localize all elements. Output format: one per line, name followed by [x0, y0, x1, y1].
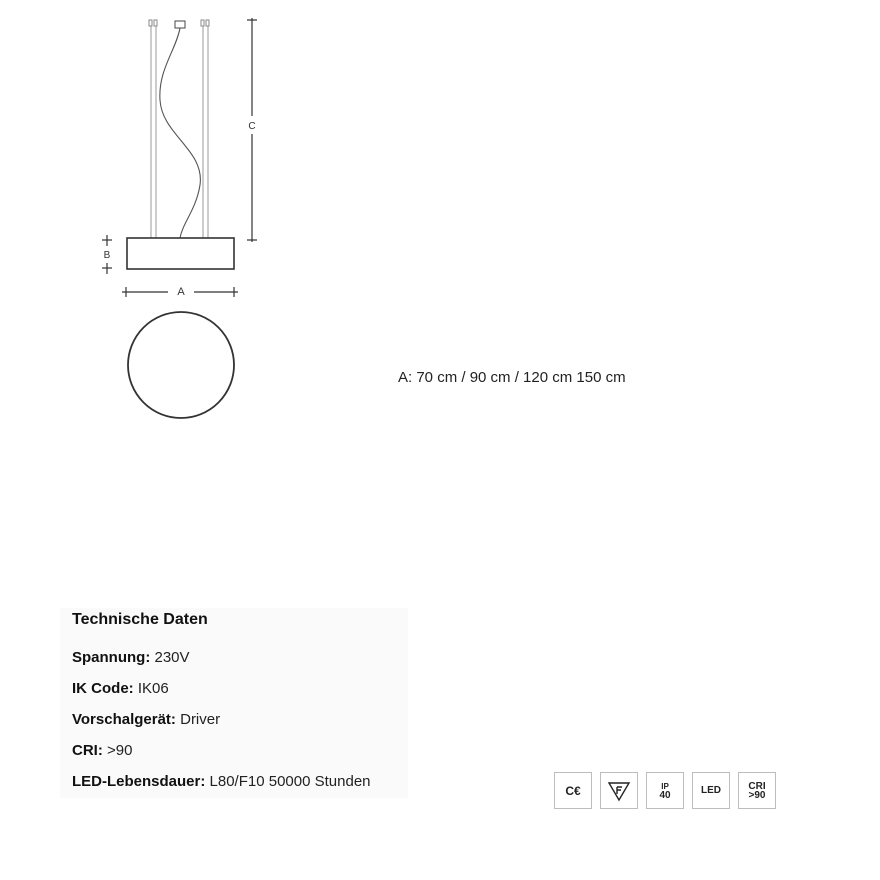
cri-value-text: >90 [748, 789, 766, 801]
ip-rating-text: 40 [659, 789, 671, 801]
technical-data-title: Technische Daten [72, 611, 208, 628]
spec-label: LED-Lebensdauer: [72, 773, 206, 790]
led-icon [692, 772, 730, 809]
ip-text: IP [661, 781, 669, 791]
ce-mark-text: C€ [565, 783, 581, 798]
lamp-top-view [128, 312, 234, 418]
spec-row-ik-code [72, 680, 169, 697]
spec-value: >90 [107, 742, 133, 759]
spec-value: Driver [180, 711, 221, 728]
spec-row-ballast [72, 711, 220, 728]
suspension-cables [151, 26, 208, 238]
dimension-a-label: A [177, 286, 185, 298]
spec-value: IK06 [137, 680, 169, 697]
spec-row-led-lifetime [72, 773, 371, 790]
dimensions-text: A: 70 cm / 90 cm / 120 cm 150 cm [398, 369, 626, 386]
led-text: LED [701, 784, 721, 796]
ce-mark-icon [554, 772, 592, 809]
technical-data-panel [60, 608, 408, 798]
ip40-icon [646, 772, 684, 809]
spec-value: 230V [154, 649, 190, 666]
cri90-icon [738, 772, 776, 809]
f-mark-icon [600, 772, 638, 809]
spec-value: L80/F10 50000 Stunden [209, 773, 371, 790]
f-mark-triangle [607, 780, 631, 802]
lamp-body-side [127, 238, 234, 269]
cri-text: CRI [748, 780, 766, 792]
ceiling-canopy [175, 21, 185, 28]
spec-label: CRI: [72, 742, 103, 759]
dimension-c-label: C [248, 121, 256, 132]
dimension-b-label: B [103, 250, 111, 261]
spec-label: Spannung: [72, 649, 151, 666]
spec-row-voltage [72, 649, 190, 666]
spec-label: Vorschalgerät: [72, 711, 176, 728]
power-cord [160, 28, 201, 238]
spec-label: IK Code: [72, 680, 134, 697]
spec-row-cri [72, 742, 132, 759]
